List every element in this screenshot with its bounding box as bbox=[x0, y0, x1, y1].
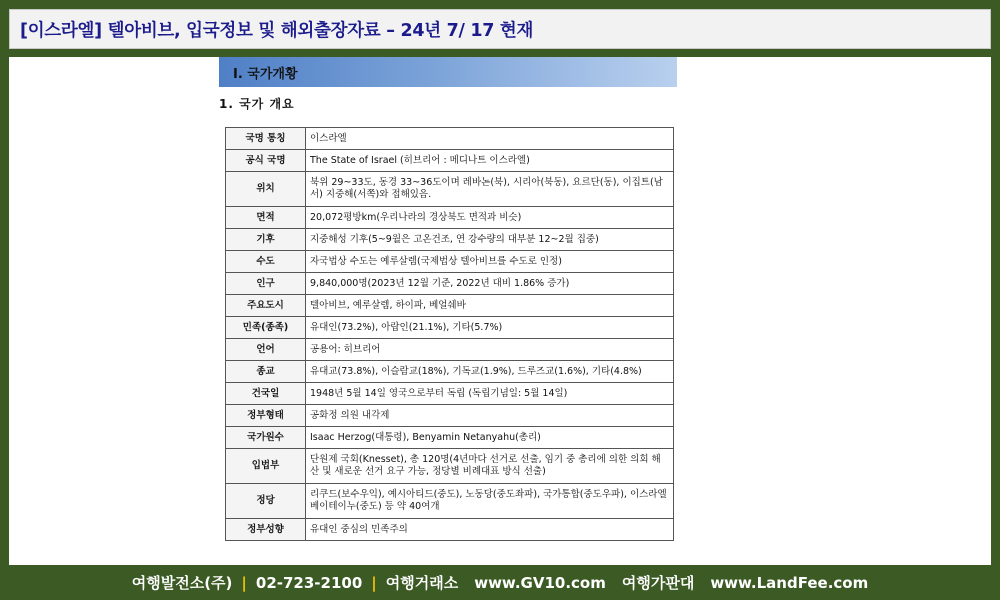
footer-link-gv10[interactable]: www.GV10.com bbox=[474, 573, 606, 592]
footer-separator: | bbox=[371, 573, 377, 592]
row-value: 유대교(73.8%), 이슬람교(18%), 기독교(1.9%), 드루즈교(1.6%), 기타(4.8%) bbox=[306, 361, 674, 383]
row-key: 종교 bbox=[226, 361, 306, 383]
row-key: 주요도시 bbox=[226, 295, 306, 317]
footer-company: 여행발전소(주) bbox=[131, 574, 233, 592]
row-value: 자국법상 수도는 예루살렘(국제법상 텔아비브를 수도로 인정) bbox=[306, 251, 674, 273]
row-key: 기후 bbox=[226, 229, 306, 251]
country-overview-table bbox=[225, 127, 674, 541]
row-value: 지중해성 기후(5~9월은 고온건조, 연 강수량의 대부분 12~2월 집중) bbox=[306, 229, 674, 251]
row-value: 유대인(73.2%), 아랍인(21.1%), 기타(5.7%) bbox=[306, 317, 674, 339]
row-key: 언어 bbox=[226, 339, 306, 361]
row-value: 공화정 의원 내각제 bbox=[306, 405, 674, 427]
row-value: 텔아비브, 예루살렘, 하이파, 베얼쉐바 bbox=[306, 295, 674, 317]
table-row bbox=[226, 484, 674, 519]
row-key: 국명 통칭 bbox=[226, 128, 306, 150]
table-row bbox=[226, 383, 674, 405]
row-key: 민족(종족) bbox=[226, 317, 306, 339]
footer-label-stand: 여행가판대 bbox=[621, 574, 695, 592]
table-row bbox=[226, 361, 674, 383]
row-key: 수도 bbox=[226, 251, 306, 273]
table-row bbox=[226, 427, 674, 449]
footer-link-landfee[interactable]: www.LandFee.com bbox=[710, 573, 869, 592]
row-value: 이스라엘 bbox=[306, 128, 674, 150]
row-value: 1948년 5월 14일 영국으로부터 독립 (독립기념일: 5월 14일) bbox=[306, 383, 674, 405]
row-value: 북위 29~33도, 동경 33~36도이며 레바논(북), 시리아(북동), 요르단(동), 이집트(남서) 지중해(서쪽)와 접해있음. bbox=[306, 172, 674, 207]
row-value: Isaac Herzog(대통령), Benyamin Netanyahu(총리) bbox=[306, 427, 674, 449]
table-row bbox=[226, 128, 674, 150]
table-row bbox=[226, 519, 674, 541]
row-value: 공용어: 히브리어 bbox=[306, 339, 674, 361]
table-row bbox=[226, 172, 674, 207]
title-bar bbox=[9, 9, 991, 49]
row-key: 정부성향 bbox=[226, 519, 306, 541]
table-row bbox=[226, 449, 674, 484]
table-row bbox=[226, 273, 674, 295]
row-value: 20,072평방km(우리나라의 경상북도 면적과 비슷) bbox=[306, 207, 674, 229]
section-header-label: Ⅰ. 국가개황 bbox=[233, 66, 298, 82]
row-key: 면적 bbox=[226, 207, 306, 229]
table-row bbox=[226, 229, 674, 251]
table-row bbox=[226, 251, 674, 273]
row-key: 입법부 bbox=[226, 449, 306, 484]
row-value: 유대인 중심의 민족주의 bbox=[306, 519, 674, 541]
row-key: 국가원수 bbox=[226, 427, 306, 449]
row-key: 정당 bbox=[226, 484, 306, 519]
row-key: 건국일 bbox=[226, 383, 306, 405]
row-key: 정부형태 bbox=[226, 405, 306, 427]
footer-label-exchange: 여행거래소 bbox=[385, 574, 459, 592]
document-content bbox=[9, 57, 991, 565]
table-row bbox=[226, 150, 674, 172]
table-row bbox=[226, 295, 674, 317]
row-key: 공식 국명 bbox=[226, 150, 306, 172]
subheading: 1. 국가 개요 bbox=[219, 97, 295, 111]
row-value: 리쿠드(보수우익), 예시아티드(중도), 노동당(중도좌파), 국가통합(중도우파), 이스라엘베이테이누(중도) 등 약 40여개 bbox=[306, 484, 674, 519]
row-value: 9,840,000명(2023년 12월 기준, 2022년 대비 1.86% 증가) bbox=[306, 273, 674, 295]
row-key: 인구 bbox=[226, 273, 306, 295]
page-title: [이스라엘] 텔아비브, 입국정보 및 해외출장자료 – 24년 7/ 17 현재 bbox=[20, 20, 534, 41]
row-value: 단원제 국회(Knesset), 총 120명(4년마다 선거로 선출, 임기 중 총리에 의한 의회 해산 및 새로운 선거 요구 가능, 정당별 비례대표 방식 선출) bbox=[306, 449, 674, 484]
row-value: The State of Israel (히브리어 : 메디나트 이스라엘) bbox=[306, 150, 674, 172]
table-row bbox=[226, 317, 674, 339]
table-row bbox=[226, 339, 674, 361]
section-header bbox=[219, 57, 677, 87]
footer-phone: 02-723-2100 bbox=[255, 573, 363, 592]
footer-bar bbox=[0, 565, 1000, 600]
row-key: 위치 bbox=[226, 172, 306, 207]
table-row bbox=[226, 207, 674, 229]
footer-separator: | bbox=[241, 573, 247, 592]
table-row bbox=[226, 405, 674, 427]
